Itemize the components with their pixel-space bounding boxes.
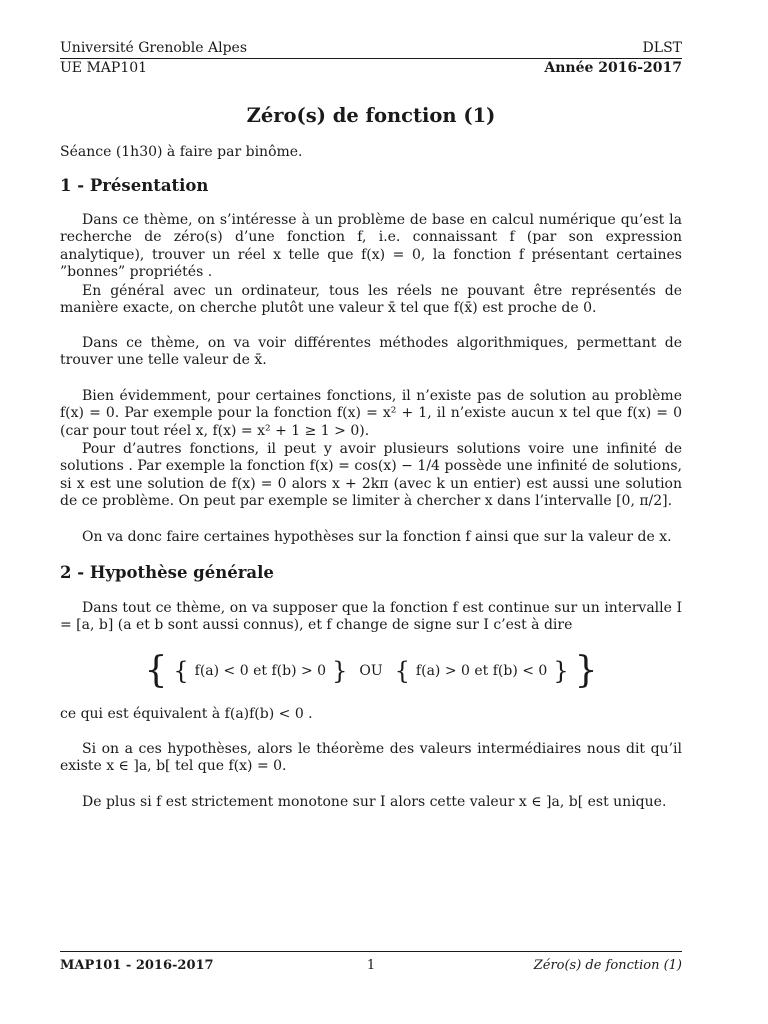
paragraph xyxy=(60,441,682,510)
footer-rule xyxy=(60,951,682,952)
equation-block xyxy=(60,648,682,694)
equation-left-case: f(a) < 0 et f(b) > 0 xyxy=(194,663,327,679)
university-name: Université Grenoble Alpes xyxy=(60,40,248,56)
paragraph xyxy=(60,212,682,281)
course-code: UE MAP101 xyxy=(60,60,148,76)
paragraph xyxy=(60,388,682,440)
paragraph xyxy=(60,741,682,776)
equation-or: OU xyxy=(359,663,383,679)
header-rule xyxy=(60,58,682,59)
footer-course: MAP101 - 2016-2017 xyxy=(60,958,214,973)
paragraph-text: Bien évidemment, pour certaines fonctions, il n’existe pas de solution au problème f(x) = 0. Par exemple pour la fonction f(x) = x² + 1, il n’existe aucun x tel que f(x) = 0 (car pour tout réel x, f(x) = x² + 1 ≥ 1 > 0). xyxy=(60,388,682,439)
paragraph xyxy=(60,335,682,370)
left-brace: { xyxy=(173,657,189,685)
equation-right-case: f(a) > 0 et f(b) < 0 xyxy=(415,663,548,679)
paragraph-text: Pour d’autres fonctions, il peut y avoir plusieurs solutions voire une infinité de solutions . Par exemple la fonction f(x) = cos(x) − 1/4 possède une infinité de solutions, si x est une solution de f(x) = 0 alors x + 2kπ (avec k un entier) est aussi une solution de ce problème. On peut par exemple se limiter à chercher x dans l’intervalle [0, π/2]. xyxy=(60,441,682,509)
left-brace: { xyxy=(394,657,410,685)
paragraph-text: De plus si f est strictement monotone sur I alors cette valeur x ∈ ]a, b[ est unique. xyxy=(82,794,667,810)
right-brace: } xyxy=(553,657,569,685)
paragraph-text: Dans ce thème, on va voir différentes méthodes algorithmiques, permettant de trouver une telle valeur de x̄. xyxy=(60,335,682,369)
section-title-hypothese: 2 - Hypothèse générale xyxy=(60,563,274,582)
paragraph xyxy=(60,283,682,318)
right-brace: } xyxy=(332,657,348,685)
paragraph xyxy=(60,529,682,546)
page-number: 1 xyxy=(366,958,376,973)
left-brace: { xyxy=(144,650,168,691)
paragraph-text: Dans tout ce thème, on va supposer que la fonction f est continue sur un intervalle I = [a, b] (a et b sont aussi connus), et f change de signe sur I c’est à dire xyxy=(60,600,682,634)
footer-title: Zéro(s) de fonction (1) xyxy=(533,958,682,973)
section-title-presentation: 1 - Présentation xyxy=(60,176,209,195)
paragraph xyxy=(60,706,682,723)
paragraph-text: Dans ce thème, on s’intéresse à un problème de base en calcul numérique qu’est la recherche de zéro(s) d’une fonction f, i.e. connaissant f (par son expression analytique), trouver un réel x telle que f(x) = 0, la fonction f présentant certaines ”bonnes” propriétés . xyxy=(60,212,682,280)
paragraph-text: En général avec un ordinateur, tous les réels ne pouvant être représentés de manière exacte, on cherche plutôt une valeur x̄ tel que f(x̄) est proche de 0. xyxy=(60,283,682,317)
department-name: DLST xyxy=(642,40,682,56)
page-title: Zéro(s) de fonction (1) xyxy=(246,104,496,127)
paragraph-text: Si on a ces hypothèses, alors le théorème des valeurs intermédiaires nous dit qu’il existe x ∈ ]a, b[ tel que f(x) = 0. xyxy=(60,741,682,775)
right-brace: } xyxy=(574,650,598,691)
paragraph xyxy=(60,600,682,635)
document-page xyxy=(60,0,682,1024)
academic-year: Année 2016-2017 xyxy=(544,60,682,76)
intro-text: Séance (1h30) à faire par binôme. xyxy=(60,144,303,160)
paragraph-text: ce qui est équivalent à f(a)f(b) < 0 . xyxy=(60,706,313,722)
paragraph xyxy=(60,794,682,811)
paragraph-text: On va donc faire certaines hypothèses sur la fonction f ainsi que sur la valeur de x. xyxy=(82,529,672,545)
equation xyxy=(144,648,597,694)
